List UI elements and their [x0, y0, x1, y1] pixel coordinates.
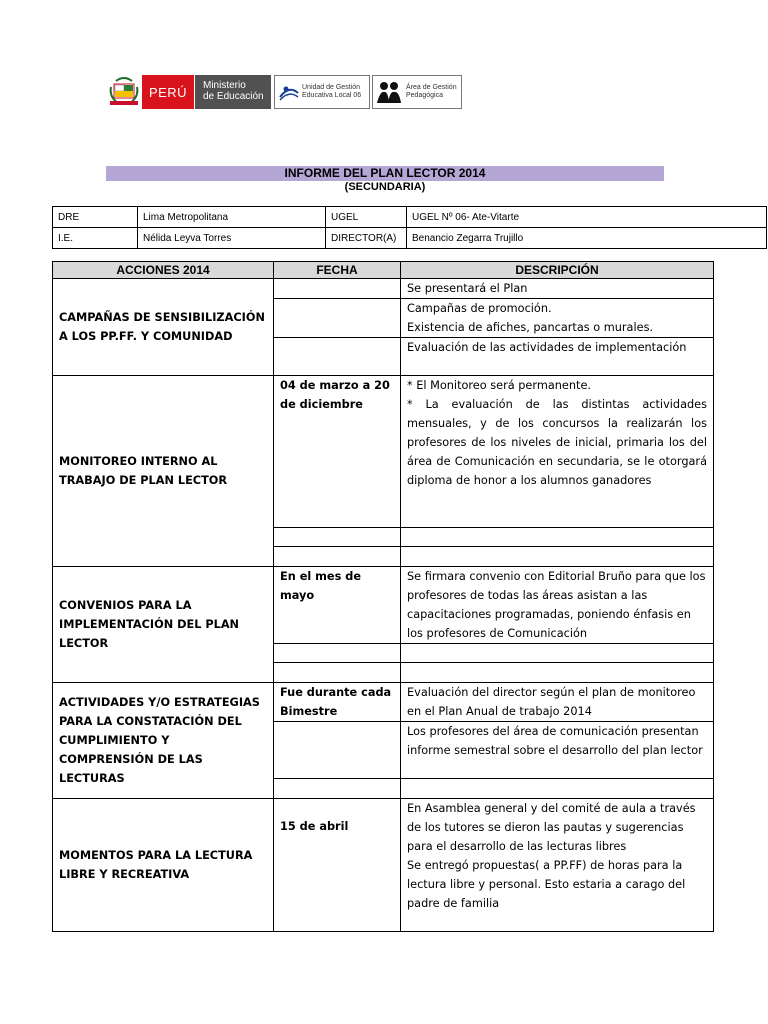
table-row	[53, 567, 714, 644]
descripcion-cell: Evaluación de las actividades de implementación	[401, 338, 714, 376]
dre-label: DRE	[53, 207, 138, 228]
ministerio-line-1: Ministerio	[203, 80, 246, 91]
fecha-cell: 04 de marzo a 20 de diciembre	[274, 376, 401, 528]
fecha-cell	[274, 644, 401, 663]
info-row-1	[53, 207, 767, 228]
descripcion-cell: Se presentará el Plan	[401, 279, 714, 299]
peru-logo	[142, 75, 194, 109]
people-reading-icon	[376, 80, 402, 104]
table-row	[53, 683, 714, 722]
ie-label: I.E.	[53, 228, 138, 249]
table-header-row	[53, 262, 714, 279]
peru-logo-text: PERÚ	[148, 84, 188, 100]
agp-line-1: Área de Gestión	[406, 84, 457, 91]
fecha-cell: Fue durante cada Bimestre	[274, 683, 401, 722]
dre-value: Lima Metropolitana	[138, 207, 326, 228]
descripcion-cell: Se firmara convenio con Editorial Bruño para que los profesores de todas las áreas asistan a las capacitaciones programadas, poniendo énfasis en los profesores de Comunicación	[401, 567, 714, 644]
fecha-cell	[274, 663, 401, 683]
descripcion-cell	[401, 528, 714, 547]
header-logos	[106, 75, 462, 109]
accion-momentos: MOMENTOS PARA LA LECTURA LIBRE Y RECREATIVA	[53, 799, 274, 932]
descripcion-cell	[401, 644, 714, 663]
ugel-label: UGEL	[326, 207, 407, 228]
accion-monitoreo: MONITOREO INTERNO AL TRABAJO DE PLAN LECTOR	[53, 376, 274, 567]
fecha-cell	[274, 279, 401, 299]
ugel-emblem-icon	[278, 81, 300, 103]
accion-campanas: CAMPAÑAS DE SENSIBILIZACIÓN A LOS PP.FF. Y COMUNIDAD	[53, 279, 274, 376]
table-row	[53, 376, 714, 528]
fecha-cell	[274, 528, 401, 547]
descripcion-cell: Campañas de promoción. Existencia de afiches, pancartas o murales.	[401, 299, 714, 338]
fecha-cell	[274, 722, 401, 779]
agp-logo	[372, 75, 462, 109]
descripcion-cell	[401, 663, 714, 683]
ugel-logo	[274, 75, 370, 109]
fecha-cell: 15 de abril	[274, 799, 401, 932]
fecha-cell	[274, 299, 401, 338]
descripcion-cell	[401, 779, 714, 799]
agp-line-2: Pedagógica	[406, 92, 443, 99]
table-row	[53, 799, 714, 932]
plan-table	[52, 261, 714, 932]
director-value: Benancio Zegarra Trujillo	[407, 228, 767, 249]
ugel-line-2: Educativa Local 06	[302, 92, 362, 99]
descripcion-cell: Los profesores del área de comunicación presentan informe semestral sobre el desarrollo del plan lector	[401, 722, 714, 779]
ugel-value: UGEL Nº 06- Ate-Vitarte	[407, 207, 767, 228]
report-subtitle: (SECUNDARIA)	[344, 181, 426, 193]
ministerio-logo	[194, 75, 271, 109]
header-descripcion: DESCRIPCIÓN	[401, 262, 714, 279]
header-acciones: ACCIONES 2014	[53, 262, 274, 279]
fecha-cell: En el mes de mayo	[274, 567, 401, 644]
descripcion-cell	[401, 547, 714, 567]
fecha-cell	[274, 338, 401, 376]
descripcion-cell: * El Monitoreo será permanente. * La evaluación de las distintas actividades mensuales, y de los concursos la realizarán los profesores de los niveles de inicial, primaria los del área de Comunicación en secundaria, se le otorgará diploma de honor a los alumnos ganadores	[401, 376, 714, 528]
ugel-line-1: Unidad de Gestión	[302, 84, 360, 91]
report-title: INFORME DEL PLAN LECTOR 2014	[106, 166, 664, 181]
info-row-2	[53, 228, 767, 249]
fecha-cell	[274, 779, 401, 799]
accion-actividades: ACTIVIDADES Y/O ESTRATEGIAS PARA LA CONSTATACIÓN DEL CUMPLIMIENTO Y COMPRENSIÓN DE LAS LECTURAS	[53, 683, 274, 799]
fecha-cell	[274, 547, 401, 567]
table-row	[53, 279, 714, 299]
ie-value: Nélida Leyva Torres	[138, 228, 326, 249]
info-table	[52, 206, 767, 249]
director-label: DIRECTOR(A)	[326, 228, 407, 249]
ministerio-line-2: de Educación	[203, 91, 264, 102]
accion-convenios: CONVENIOS PARA LA IMPLEMENTACIÓN DEL PLAN LECTOR	[53, 567, 274, 683]
descripcion-cell: En Asamblea general y del comité de aula a través de los tutores se dieron las pautas y sugerencias para el desarrollo de las lecturas libres Se entregó propuestas( a PP.FF) de horas para la lectura libre y personal. Esto estaria a carago del padre de familia	[401, 799, 714, 932]
descripcion-cell: Evaluación del director según el plan de monitoreo en el Plan Anual de trabajo 2014	[401, 683, 714, 722]
peru-coat-of-arms-icon	[106, 75, 142, 109]
header-fecha: FECHA	[274, 262, 401, 279]
